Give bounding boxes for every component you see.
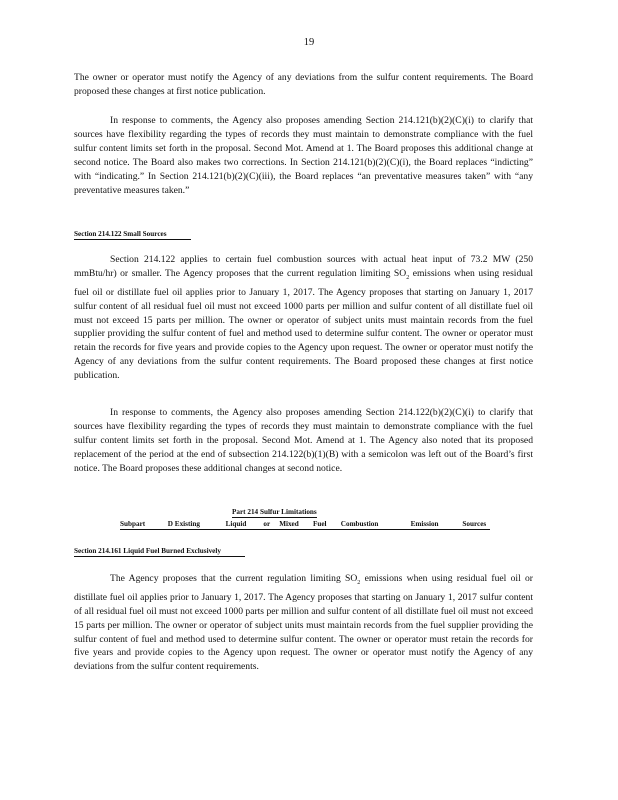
- liquid-fuel-text-a: The Agency proposes that the current regulation limiting SO: [110, 573, 358, 584]
- liquid-fuel-text-b: emissions when using residual fuel oil or distillate fuel oil applies prior to January 1, 2017. The Agency proposes that starting on January 1, 2017 sulfur content of all residual fuel oil must not exceed 1000 parts per million and sulfur content of all distillate fuel oil must not exceed 15 parts per million. The owner or operator of subject units must maintain records from the fuel supplier providing the sulfur content of fuel and method used to determine sulfur content. The owner or operator must retain the records for five years and provide copies to the Agency upon request. The owner or operator must notify the Agency of any deviations from the sulfur content requirements.: [74, 573, 533, 673]
- table-header-cell: Subpart: [120, 520, 146, 528]
- table-header-cell: D Existing: [167, 520, 200, 528]
- table-header-cell: Sources: [462, 520, 487, 528]
- table-header-cell: Fuel: [312, 520, 327, 528]
- table-header-cell: or: [263, 520, 271, 528]
- paragraph-amend-214-121: In response to comments, the Agency also proposes amending Section 214.121(b)(2)(C)(i) to clarify that sources have flexibility regarding the types of records they must maintain to demonstrate compliance with the fuel sulfur content limits set forth in the proposal. Second Mot. Amend at 1. The Board proposes this additional change at second notice. The Board also makes two corrections. In Section 214.121(b)(2)(C)(i), the Board replaces “indicting” with “indicating.” In Section 214.121(b)(2)(C)(iii), the Board replaces “an preventative measures taken” with “any preventative measures taken.”: [74, 115, 533, 196]
- table-header-cell: Mixed: [279, 520, 299, 528]
- so2-subscript: 2: [357, 579, 361, 586]
- table-header-cell: Emission: [410, 520, 439, 528]
- so2-subscript: 2: [406, 274, 410, 281]
- table-header-cell: Combustion: [340, 520, 379, 528]
- section-heading-214-122: Section 214.122 Small Sources: [74, 229, 191, 240]
- page-number: 19: [303, 37, 315, 48]
- table-header-row: [120, 519, 490, 530]
- paragraph-amend-214-122: In response to comments, the Agency also proposes amending Section 214.122(b)(2)(C)(i) to clarify that sources have flexibility regarding the types of records they must maintain to demonstrate compliance with the fuel sulfur content limits set forth in the proposal. Second Mot. Amend at 1. The Agency also noted that its proposed replacement of the period at the end of subsection 214.122(b)(1)(B) with a semicolon was left out of the Board’s first notice. The Board proposes these additional changes at second notice.: [74, 407, 533, 474]
- table-header-cell: Liquid: [225, 520, 247, 528]
- paragraph-notify-deviations-1: The owner or operator must notify the Agency of any deviations from the sulfur content requirements. The Board proposed these changes at first notice publication.: [74, 72, 533, 97]
- section-heading-214-161: Section 214.161 Liquid Fuel Burned Exclusively: [74, 546, 245, 557]
- small-sources-text-b: emissions when using residual fuel oil or distillate fuel oil applies prior to January 1, 2017. The Agency proposes that starting on January 1, 2017 sulfur content of all residual fuel oil must not exceed 1000 parts per million and sulfur content of all distillate fuel oil must not exceed 15 parts per million. The owner or operator of subject units must maintain records from the fuel supplier providing the sulfur content of fuel and method used to determine sulfur content. The owner or operator must retain the records for five years and provide copies to the Agency upon request. The owner or operator must notify the Agency of any deviations from the sulfur content requirements. The Board proposed these changes at first notice publication.: [74, 267, 533, 382]
- paragraph-small-sources: [74, 253, 533, 383]
- small-sources-text-a: Section 214.122 applies to certain fuel combustion sources with actual heat input of 73.2 MW (250 mmBtu/hr) or smaller. The Agency proposes that the current regulation limiting SO: [74, 254, 533, 279]
- table-caption: Part 214 Sulfur Limitations: [232, 508, 317, 516]
- paragraph-liquid-fuel: [74, 572, 533, 674]
